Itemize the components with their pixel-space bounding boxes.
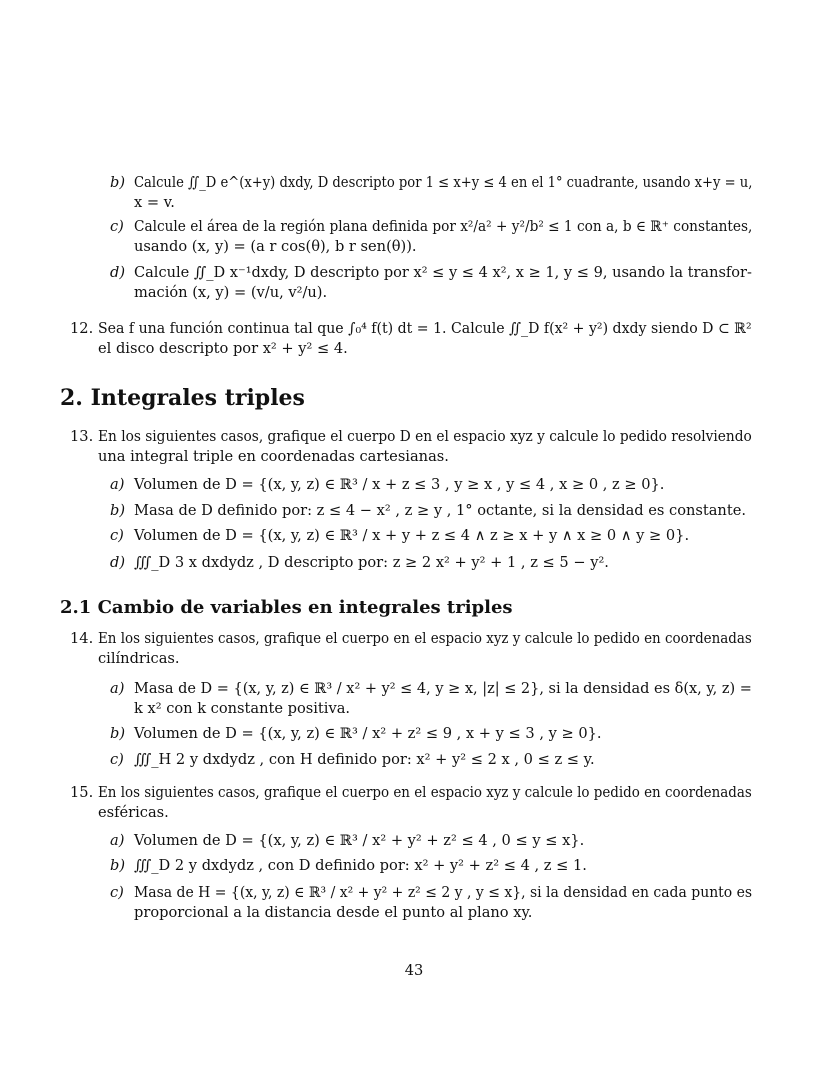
item-text: ∭_D 3 x dxdydz , D descripto por: z ≥ 2 x² + y² + 1 , z ≤ 5 − y². [134, 554, 609, 571]
section-title: 2. Integrales triples [60, 385, 305, 411]
item-marker: b) [110, 857, 126, 874]
problem-number: 12. [70, 320, 94, 337]
subsection-title: 2.1 Cambio de variables en integrales triples [60, 597, 513, 618]
problem-text-line-1: En los siguientes casos, grafique el cuerpo D en el espacio xyz y calcule lo pedido resolviendo [98, 428, 752, 445]
item-marker: c) [110, 884, 124, 901]
item-text: ∭_H 2 y dxdydz , con H definido por: x² + y² ≤ 2 x , 0 ≤ z ≤ y. [134, 751, 595, 768]
item-text: Volumen de D = {(x, y, z) ∈ ℝ³ / x² + y² + z² ≤ 4 , 0 ≤ y ≤ x}. [134, 832, 585, 849]
item-marker: c) [110, 751, 124, 768]
item-text-line-1: Calcule ∬_D x⁻¹dxdy, D descripto por x² ≤ y ≤ 4 x², x ≥ 1, y ≤ 9, usando la transfor- [134, 264, 752, 281]
item-marker: a) [110, 680, 125, 697]
problem-text-line-2: cilíndricas. [98, 650, 180, 667]
item-text-line-2: usando (x, y) = (a r cos(θ), b r sen(θ)). [134, 238, 417, 255]
item-marker: a) [110, 476, 125, 493]
item-text-line-2: k x² con k constante positiva. [134, 700, 351, 717]
item-text-line-1: Calcule ∬_D e^(x+y) dxdy, D descripto por 1 ≤ x+y ≤ 4 en el 1° cuadrante, usando x+y = u, [134, 174, 753, 191]
problem-number: 13. [70, 428, 94, 445]
item-text-line-1: Masa de D = {(x, y, z) ∈ ℝ³ / x² + y² ≤ 4, y ≥ x, |z| ≤ 2}, si la densidad es δ(x, y, z) = [134, 680, 752, 697]
item-text: Volumen de D = {(x, y, z) ∈ ℝ³ / x² + z² ≤ 9 , x + y ≤ 3 , y ≥ 0}. [134, 725, 602, 742]
item-marker: b) [110, 502, 126, 519]
problem-number: 14. [70, 630, 94, 647]
item-text: ∭_D 2 y dxdydz , con D definido por: x² + y² + z² ≤ 4 , z ≤ 1. [134, 857, 587, 874]
problem-text-line-2: el disco descripto por x² + y² ≤ 4. [98, 340, 348, 357]
item-text-line-1: Masa de H = {(x, y, z) ∈ ℝ³ / x² + y² + z² ≤ 2 y , y ≤ x}, si la densidad en cada punto es [134, 884, 753, 901]
item-text: Masa de D definido por: z ≤ 4 − x² , z ≥ y , 1° octante, si la densidad es constante. [134, 502, 746, 519]
problem-text-line-1: En los siguientes casos, grafique el cuerpo en el espacio xyz y calcule lo pedido en coordenadas [98, 784, 752, 801]
item-text-line-2: x = v. [134, 194, 175, 211]
item-marker: b) [110, 725, 126, 742]
page-number: 43 [404, 962, 424, 979]
item-marker: c) [110, 527, 124, 544]
item-marker: b) [110, 174, 126, 191]
problem-number: 15. [70, 784, 94, 801]
item-text-line-2: mación (x, y) = (v/u, v²/u). [134, 284, 328, 301]
item-text: Volumen de D = {(x, y, z) ∈ ℝ³ / x + z ≤ 3 , y ≥ x , y ≤ 4 , x ≥ 0 , z ≥ 0}. [134, 476, 665, 493]
item-marker: a) [110, 832, 125, 849]
item-text: Volumen de D = {(x, y, z) ∈ ℝ³ / x + y + z ≤ 4 ∧ z ≥ x + y ∧ x ≥ 0 ∧ y ≥ 0}. [134, 527, 690, 544]
problem-text-line-1: Sea f una función continua tal que ∫₀⁴ f(t) dt = 1. Calcule ∬_D f(x² + y²) dxdy siendo D ⊂ ℝ² [98, 320, 752, 337]
problem-text-line-2: una integral triple en coordenadas cartesianas. [98, 448, 449, 465]
item-marker: c) [110, 218, 124, 235]
item-text-line-2: proporcional a la distancia desde el punto al plano xy. [134, 904, 533, 921]
item-marker: d) [110, 554, 126, 571]
item-text-line-1: Calcule el área de la región plana definida por x²/a² + y²/b² ≤ 1 con a, b ∈ ℝ⁺ constantes, [134, 218, 753, 235]
problem-text-line-2: esféricas. [98, 804, 169, 821]
problem-text-line-1: En los siguientes casos, grafique el cuerpo en el espacio xyz y calcule lo pedido en coordenadas [98, 630, 752, 647]
item-marker: d) [110, 264, 126, 281]
